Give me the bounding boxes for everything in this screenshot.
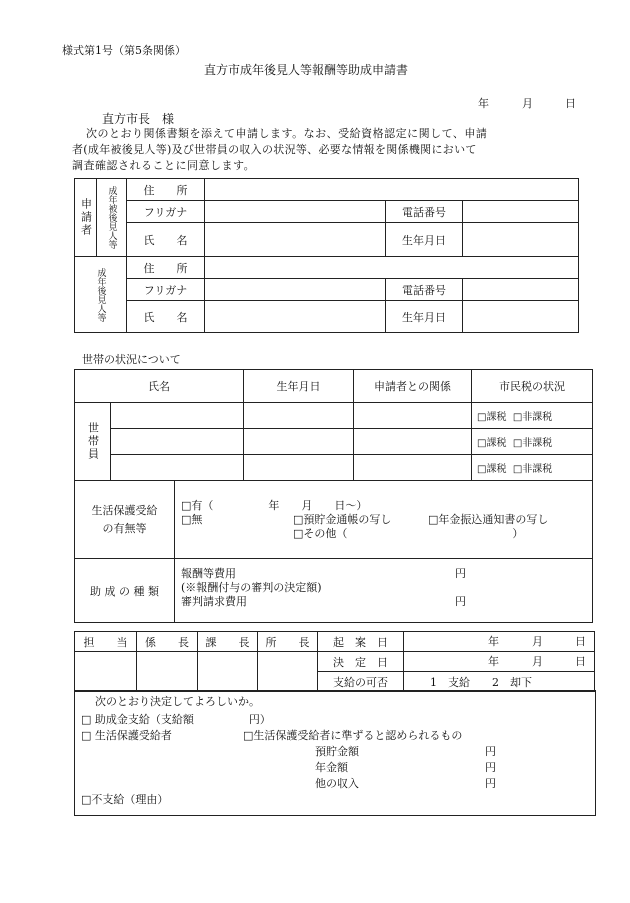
household-section-title: 世帯の状況について [82, 353, 181, 366]
col-name-header: 氏名 [75, 370, 244, 403]
addressee: 直方市長 様 [102, 112, 175, 126]
chief-header: 係 長 [137, 632, 198, 652]
staff-header: 担 当 [75, 632, 137, 652]
ward-address-field[interactable] [205, 179, 579, 201]
director-stamp[interactable] [258, 652, 318, 692]
ward-furigana-field[interactable] [205, 201, 386, 223]
member-1-birthdate[interactable] [244, 403, 354, 429]
applicant-label: 申請者 [75, 179, 97, 257]
draft-day: 日 [575, 635, 586, 648]
ward-phone-label: 電話番号 [386, 201, 463, 223]
payment-decision-label: 支給の可否 [318, 672, 404, 692]
decision-intro: 次のとおり決定してよろしいか。 [95, 695, 260, 708]
household-table [74, 369, 593, 623]
welfare-recipient-option[interactable]: □ 生活保護受給者 [81, 729, 172, 742]
aid-fee-yen: 円 [455, 567, 466, 580]
intro-line-1: 次のとおり関係書類を添えて申請します。なお、受給資格認定に関して、申請 [86, 127, 488, 140]
no-payment-option[interactable]: □不支給（理由） [81, 793, 169, 806]
member-2-birthdate[interactable] [244, 429, 354, 455]
intro-line-2: 者(成年被後見人等)及び世帯員の収入の状況等、必要な情報を関係機関において [72, 143, 477, 156]
tax-taxed-option[interactable]: □課税 [477, 412, 507, 423]
member-2-relation[interactable] [354, 429, 472, 455]
guardian-label: 成年後見人等 [75, 257, 127, 333]
member-1-name[interactable] [111, 403, 244, 429]
aid-type-cell [175, 559, 593, 623]
draft-date-field[interactable] [404, 632, 595, 652]
member-2-tax[interactable] [472, 429, 593, 455]
ward-phone-field[interactable] [463, 201, 579, 223]
ward-address-label: 住 所 [127, 179, 205, 201]
ward-label: 成年被後見人等 [97, 179, 127, 257]
draft-month: 月 [532, 635, 543, 648]
ward-furigana-label: フリガナ [127, 201, 205, 223]
ward-birthdate-label: 生年月日 [386, 223, 463, 257]
intro-line-3: 調査確認されることに同意します。 [72, 159, 256, 172]
decision-day: 日 [575, 655, 586, 668]
guardian-name-label: 氏 名 [127, 301, 205, 333]
guardian-birthdate-label: 生年月日 [386, 301, 463, 333]
grant-option[interactable]: □ 助成金支給（支給額 円） [81, 713, 271, 726]
savings-label: 預貯金額 [315, 745, 359, 758]
welfare-yes-option[interactable]: □有（ 年 月 日～） [181, 499, 368, 512]
office-approval-table [74, 631, 595, 692]
welfare-doc-pension[interactable]: □年金振込通知書の写し [428, 513, 549, 526]
chief-stamp[interactable] [137, 652, 198, 692]
other-income-label: 他の収入 [315, 777, 359, 790]
member-3-name[interactable] [111, 455, 244, 481]
welfare-status-label [75, 481, 175, 559]
draft-year: 年 [488, 635, 499, 648]
date-month-label: 月 [522, 97, 533, 110]
member-1-tax[interactable] [472, 403, 593, 429]
welfare-label-line-1: 生活保護受給 [91, 503, 158, 517]
welfare-label-line-2: の有無等 [102, 521, 147, 535]
tax-exempt-option[interactable]: □非課税 [512, 412, 553, 423]
applicant-table [74, 178, 579, 333]
tax-taxed-option[interactable]: □課税 [477, 438, 507, 449]
aid-fee-label: 報酬等費用 [181, 567, 236, 580]
ward-name-label: 氏 名 [127, 223, 205, 257]
date-day-label: 日 [565, 97, 576, 110]
col-relation-header: 申請者との関係 [354, 370, 472, 403]
other-income-yen: 円 [485, 777, 496, 790]
guardian-furigana-field[interactable] [205, 279, 386, 301]
aid-petition-yen: 円 [455, 595, 466, 608]
aid-petition-label: 審判請求費用 [181, 595, 247, 608]
member-2-name[interactable] [111, 429, 244, 455]
member-3-birthdate[interactable] [244, 455, 354, 481]
welfare-equivalent-option[interactable]: □生活保護受給者に準ずると認められるもの [243, 729, 463, 742]
welfare-no-option[interactable]: □無 [181, 513, 203, 526]
draft-date-label: 起 案 日 [318, 632, 404, 652]
household-member-label: 世帯員 [75, 403, 111, 481]
form-number: 様式第1号（第5条関係） [62, 44, 186, 57]
member-3-tax[interactable] [472, 455, 593, 481]
director-header: 所 長 [258, 632, 318, 652]
guardian-address-label: 住 所 [127, 257, 205, 279]
guardian-phone-field[interactable] [463, 279, 579, 301]
aid-type-label: 助 成 の 種 類 [75, 559, 175, 623]
welfare-status-cell [175, 481, 593, 559]
decision-year: 年 [488, 655, 499, 668]
decision-date-label: 決 定 日 [318, 652, 404, 672]
date-year-label: 年 [478, 97, 489, 110]
tax-exempt-option[interactable]: □非課税 [512, 464, 553, 475]
form-title: 直方市成年後見人等報酬等助成申請書 [204, 63, 409, 77]
ward-birthdate-field[interactable] [463, 223, 579, 257]
decision-month: 月 [532, 655, 543, 668]
pension-yen: 円 [485, 761, 496, 774]
guardian-name-field[interactable] [205, 301, 386, 333]
col-tax-header: 市民税の状況 [472, 370, 593, 403]
ward-name-field[interactable] [205, 223, 386, 257]
member-1-relation[interactable] [354, 403, 472, 429]
welfare-doc-other[interactable]: □その他（ ） [293, 527, 524, 540]
guardian-phone-label: 電話番号 [386, 279, 463, 301]
tax-exempt-option[interactable]: □非課税 [512, 438, 553, 449]
section-head-header: 課 長 [198, 632, 258, 652]
guardian-address-field[interactable] [205, 257, 579, 279]
guardian-furigana-label: フリガナ [127, 279, 205, 301]
welfare-doc-passbook[interactable]: □預貯金通帳の写し [293, 513, 392, 526]
aid-fee-note: (※報酬付与の審判の決定額) [181, 581, 322, 594]
payment-decision-options[interactable]: 1 支給 2 却下 [404, 672, 595, 692]
member-3-relation[interactable] [354, 455, 472, 481]
pension-label: 年金額 [315, 761, 348, 774]
decision-box [74, 690, 596, 816]
tax-taxed-option[interactable]: □課税 [477, 464, 507, 475]
section-head-stamp[interactable] [198, 652, 258, 692]
guardian-birthdate-field[interactable] [463, 301, 579, 333]
staff-stamp[interactable] [75, 652, 137, 692]
savings-yen: 円 [485, 745, 496, 758]
decision-date-field[interactable] [404, 652, 595, 672]
col-birthdate-header: 生年月日 [244, 370, 354, 403]
